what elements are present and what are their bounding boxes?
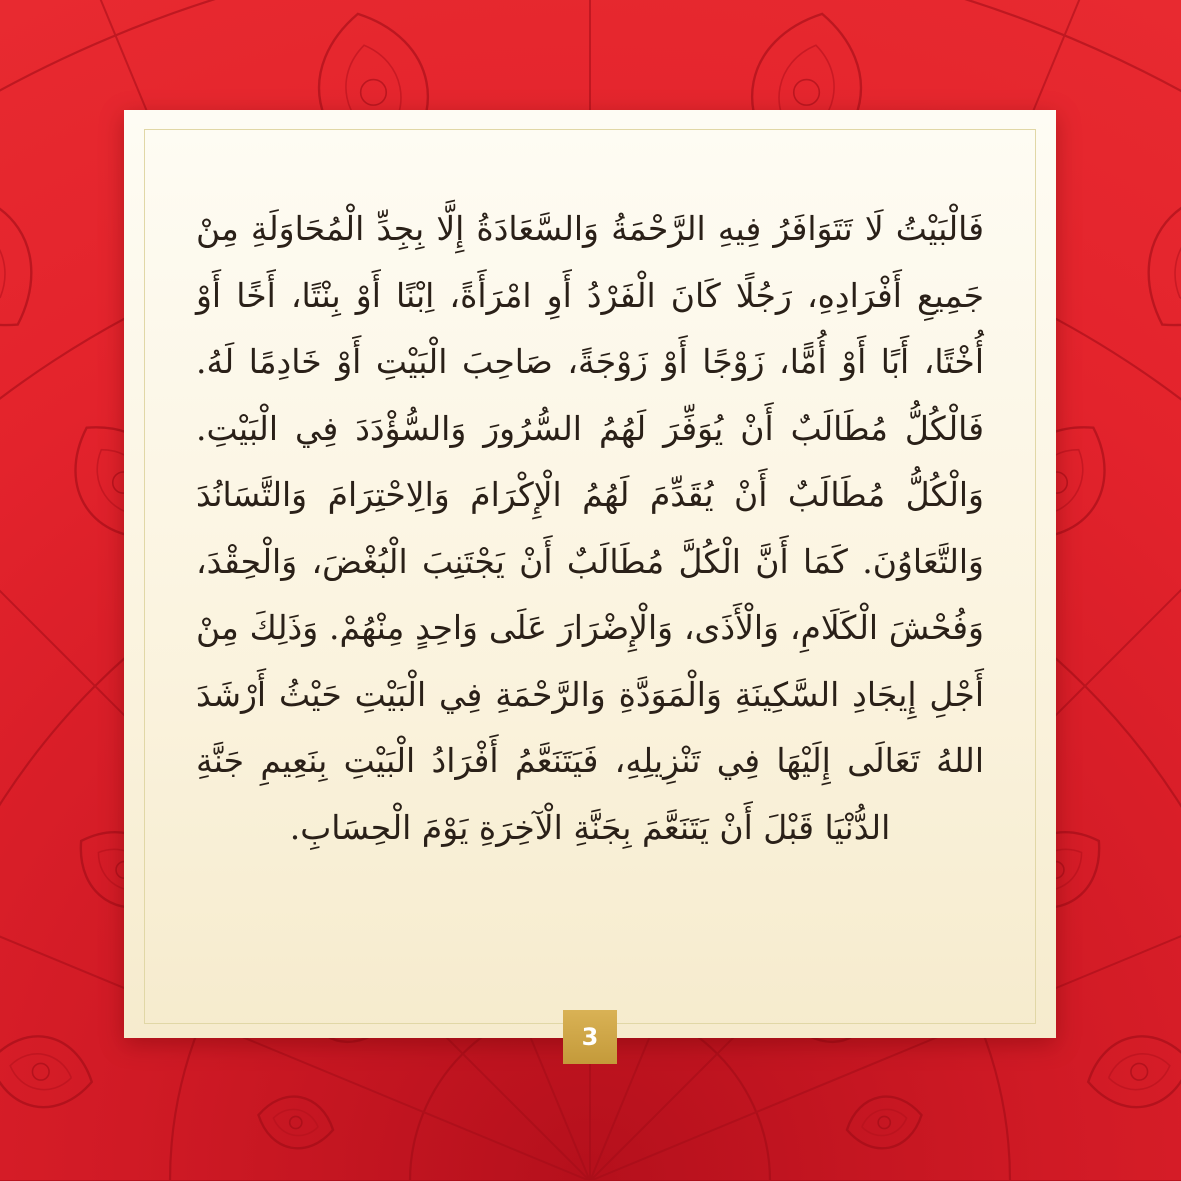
body-paragraph: فَالْبَيْتُ لَا تَتَوَافَرُ فِيهِ الرَّحْمَةُ وَالسَّعَادَةُ إِلَّا بِجِدِّ الْمُحَاوَلَةِ مِنْ جَمِيعِ أَفْرَادِهِ، رَجُلًا كَانَ الْفَرْدُ أَوِ امْرَأَةً، اِبْنًا أَوْ بِنْتًا، أَخًا أَوْ أُخْتًا، أَبًا أَوْ أُمًّا، زَوْجًا أَوْ زَوْجَةً، صَاحِبَ الْبَيْتِ أَوْ خَادِمًا لَهُ. فَالْكُلُّ مُطَالَبٌ أَنْ يُوَفِّرَ لَهُمُ السُّرُورَ وَالسُّؤْدَدَ فِي الْبَيْتِ. وَالْكُلُّ مُطَالَبٌ أَنْ يُقَدِّمَ لَهُمُ الْإِكْرَامَ وَالِاحْتِرَامَ وَالتَّسَانُدَ وَالتَّعَاوُنَ. كَمَا أَنَّ الْكُلَّ مُطَالَبٌ أَنْ يَجْتَنِبَ الْبُغْضَ، وَالْحِقْدَ، وَفُحْشَ الْكَلَامِ، وَالْأَذَى، وَالْإِضْرَارَ عَلَى وَاحِدٍ مِنْهُمْ. وَذَلِكَ مِنْ أَجْلِ إِيجَادِ السَّكِينَةِ وَالْمَوَدَّةِ وَالرَّحْمَةِ فِي الْبَيْتِ حَيْثُ أَرْشَدَ اللهُ تَعَالَى إِلَيْهَا فِي تَنْزِيلِهِ، فَيَتَنَعَّمُ أَفْرَادُ الْبَيْتِ بِنَعِيمِ جَنَّةِ الدُّنْيَا قَبْلَ أَنْ يَتَنَعَّمَ بِجَنَّةِ الْآخِرَةِ يَوْمَ الْحِسَابِ. xyxy=(196,209,984,847)
text-card xyxy=(124,110,1056,1038)
page-number-badge: 3 xyxy=(563,1010,617,1064)
